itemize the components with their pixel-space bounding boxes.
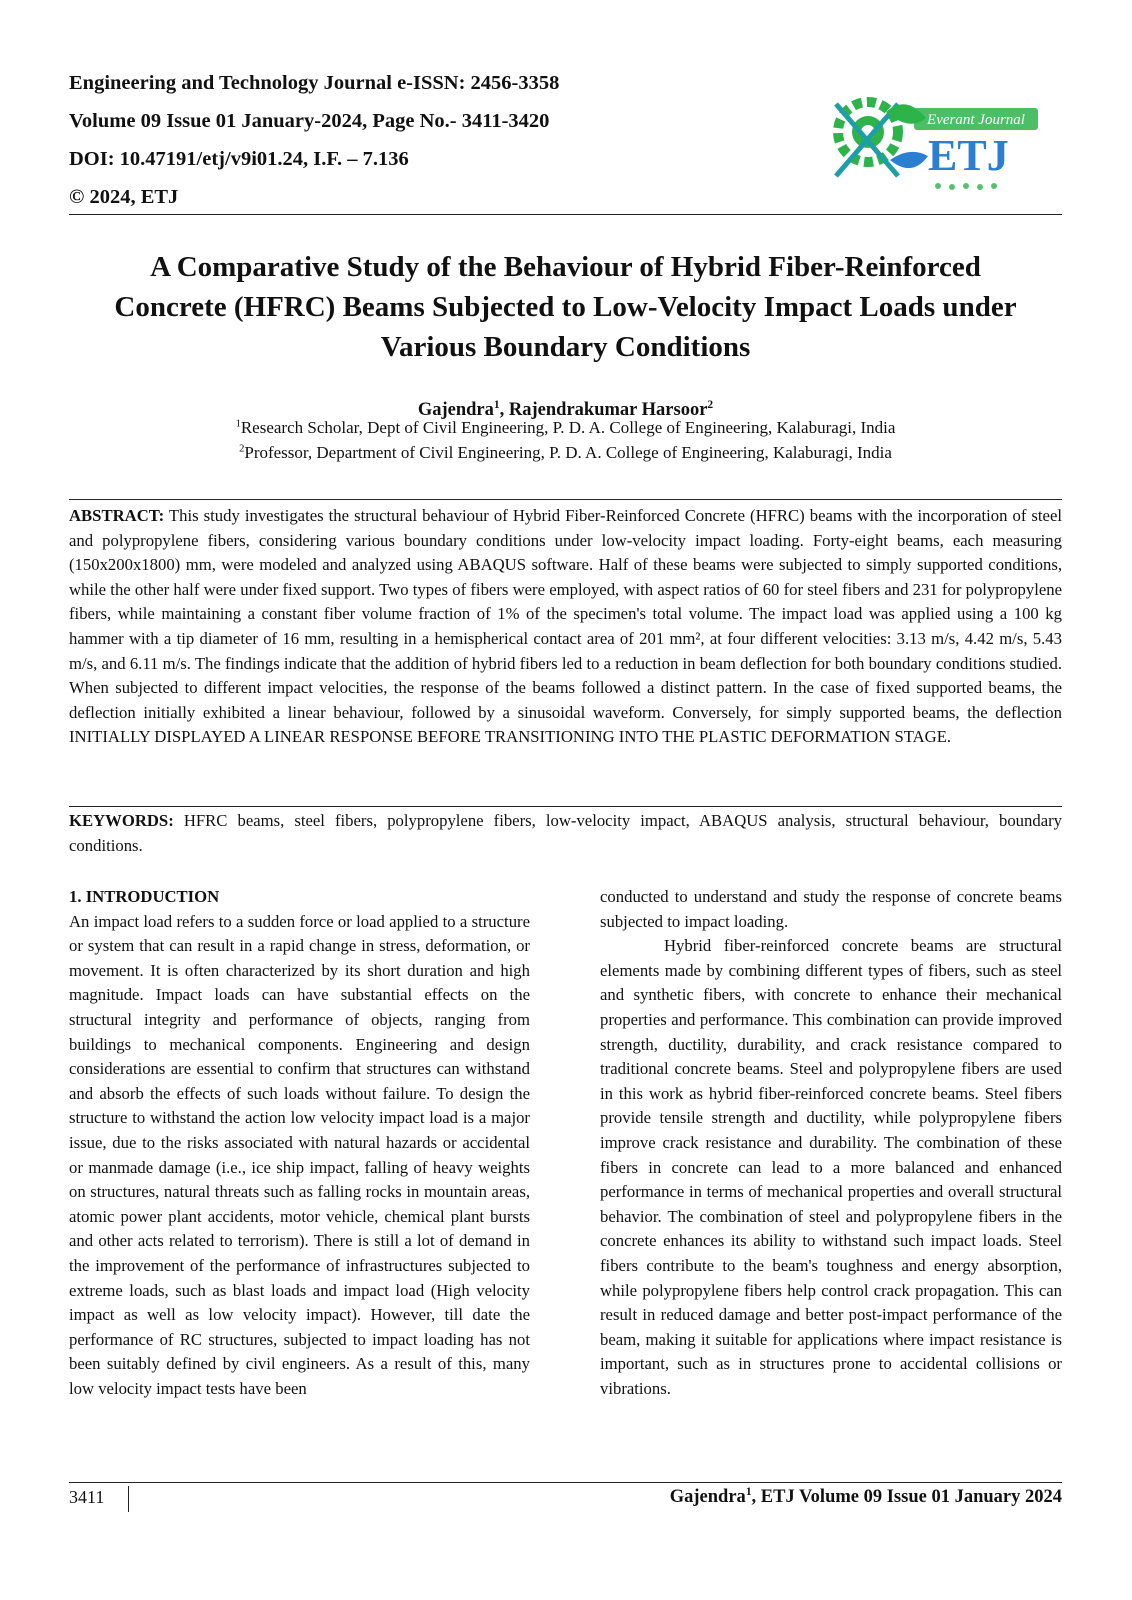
title-line-1: A Comparative Study of the Behaviour of Hybrid Fiber-Reinforced: [150, 251, 981, 283]
affiliation-1: [69, 418, 1062, 438]
section-heading-introduction: 1. INTRODUCTION: [69, 887, 220, 906]
keywords-text: HFRC beams, steel fibers, polypropylene fibers, low-velocity impact, ABAQUS analysis, structural behaviour, boundary conditions.: [69, 811, 1062, 855]
logo-banner-text: Everant Journal: [927, 112, 1025, 128]
right-column: [600, 885, 1062, 1401]
author-2-sup: 2: [707, 398, 714, 411]
title-line-3: Various Boundary Conditions: [380, 331, 751, 363]
footer-rule: [69, 1482, 1062, 1483]
journal-doi-line: DOI: 10.47191/etj/v9i01.24, I.F. – 7.136: [69, 148, 409, 170]
affiliation-2-sup: 2: [239, 443, 245, 455]
affiliation-2-text: Professor, Department of Civil Engineering, P. D. A. College of Engineering, Kalaburagi, India: [244, 443, 892, 462]
intro-paragraph-1-continued: conducted to understand and study the response of concrete beams subjected to impact loading.: [600, 887, 1062, 931]
affiliation-1-sup: 1: [235, 418, 241, 430]
journal-copyright-line: © 2024, ETJ: [69, 186, 179, 208]
intro-paragraph-2: Hybrid fiber-reinforced concrete beams are structural elements made by combining different types of fibers, such as steel and synthetic fibers, with concrete to enhance their mechanical properties and performance. This combination can provide improved strength, ductility, durability, and crack resistance compared to traditional concrete beams. Steel and polypropylene fibers are used in this work as hybrid fiber-reinforced concrete beams. Steel fibers provide tensile strength and ductility, while polypropylene fibers improve crack resistance and durability. The combination of these fibers in concrete can lead to a more balanced and enhanced performance in terms of mechanical properties and overall structural behavior. The combination of steel and polypropylene fibers in the concrete enhances its ability to withstand such impact loads. Steel fibers contribute to the beam's toughness and energy absorption, while polypropylene fibers help control crack propagation. This can result in reduced damage and better post-impact performance of the beam, making it suitable for applications where impact resistance is important, such as in structures prone to accidental collisions or vibrations.: [600, 936, 1062, 1398]
header-rule: [69, 214, 1062, 215]
affiliation-1-text: Research Scholar, Dept of Civil Engineering, P. D. A. College of Engineering, Kalaburagi, India: [240, 418, 896, 437]
etj-logo: [828, 90, 1043, 198]
author-separator: ,: [499, 400, 509, 420]
affiliation-2: [69, 443, 1062, 463]
author-1-sup: 1: [493, 398, 500, 411]
logo-mark-text: ETJ: [928, 131, 1009, 180]
author-2-name: Rajendrakumar Harsoor: [508, 400, 708, 420]
keywords-label: KEYWORDS:: [69, 811, 174, 830]
footer-author-sup: 1: [745, 1485, 752, 1498]
footer-citation-text: , ETJ Volume 09 Issue 01 January 2024: [751, 1487, 1062, 1507]
intro-paragraph-1: An impact load refers to a sudden force or load applied to a structure or system that can result in a rapid change in stress, deformation, or movement. It is often characterized by its short duration and high magnitude. Impact loads can have substantial effects on the structural integrity and performance of objects, ranging from buildings to mechanical components. Engineering and design considerations are essential to confirm that structures can withstand and absorb the effects of such loads without failure. To design the structure to withstand the action low velocity impact load is a major issue, due to the risks associated with natural hazards or accidental or manmade damage (i.e., ice ship impact, falling of heavy weights on structures, natural threats such as falling rocks in mountain areas, atomic power plant accidents, motor vehicle, chemical plant bursts and other acts related to terrorism). There is still a lot of demand in the improvement of the performance of infrastructures subjected to extreme loads, such as blast loads and impact load (High velocity impact as well as low velocity impact). However, till date the performance of RC structures, subjected to impact loading has not been suitably defined by civil engineers. As a result of this, many low velocity impact tests have been: [69, 911, 530, 1398]
paper-title: [69, 247, 1062, 367]
keywords-top-rule: [69, 806, 1062, 807]
footer-citation: [670, 1487, 1062, 1508]
footer-author: Gajendra: [669, 1487, 746, 1507]
page-number: 3411: [69, 1487, 105, 1507]
journal-issn-line: Engineering and Technology Journal e-ISSN: 2456-3358: [69, 72, 560, 94]
abstract-top-rule: [69, 499, 1062, 500]
abstract-text: This study investigates the structural behaviour of Hybrid Fiber-Reinforced Concrete (HFRC) beams with the incorporation of steel and polypropylene fibers, considering various boundary conditions under low-velocity impact loading. Forty-eight beams, each measuring (150x200x1800) mm, were modeled and analyzed using ABAQUS software. Half of these beams were subjected to simply supported conditions, while the other half were under fixed support. Two types of fibers were employed, with aspect ratios of 60 for steel fibers and 231 for polypropylene fibers, while maintaining a constant fiber volume fraction of 1% of the specimen's total volume. The impact load was applied using a 100 kg hammer with a tip diameter of 16 mm, resulting in a hemispherical contact area of 201 mm², at four different velocities: 3.13 m/s, 4.42 m/s, 5.43 m/s, and 6.11 m/s. The findings indicate that the addition of hybrid fibers led to a reduction in beam deflection for both boundary conditions studied. When subjected to different impact velocities, the response of the beams followed a distinct pattern. In the case of fixed supported beams, the deflection initially exhibited a linear behaviour, followed by a sinusoidal waveform. Conversely, for simply supported beams, the deflection INITIALLY DISPLAYED A LINEAR RESPONSE BEFORE TRANSITIONING INTO THE PLASTIC DEFORMATION STAGE.: [69, 506, 1062, 747]
author-1-name: Gajendra: [417, 400, 494, 420]
journal-volume-line: Volume 09 Issue 01 January-2024, Page No.- 3411-3420: [69, 110, 550, 132]
abstract-label: ABSTRACT:: [69, 506, 165, 525]
left-column: [69, 885, 530, 1401]
keywords: [69, 809, 1062, 858]
title-line-2: Concrete (HFRC) Beams Subjected to Low-Velocity Impact Loads under: [114, 291, 1017, 323]
footer-divider: [128, 1486, 129, 1512]
abstract: [69, 504, 1062, 750]
journal-header: [69, 64, 689, 216]
